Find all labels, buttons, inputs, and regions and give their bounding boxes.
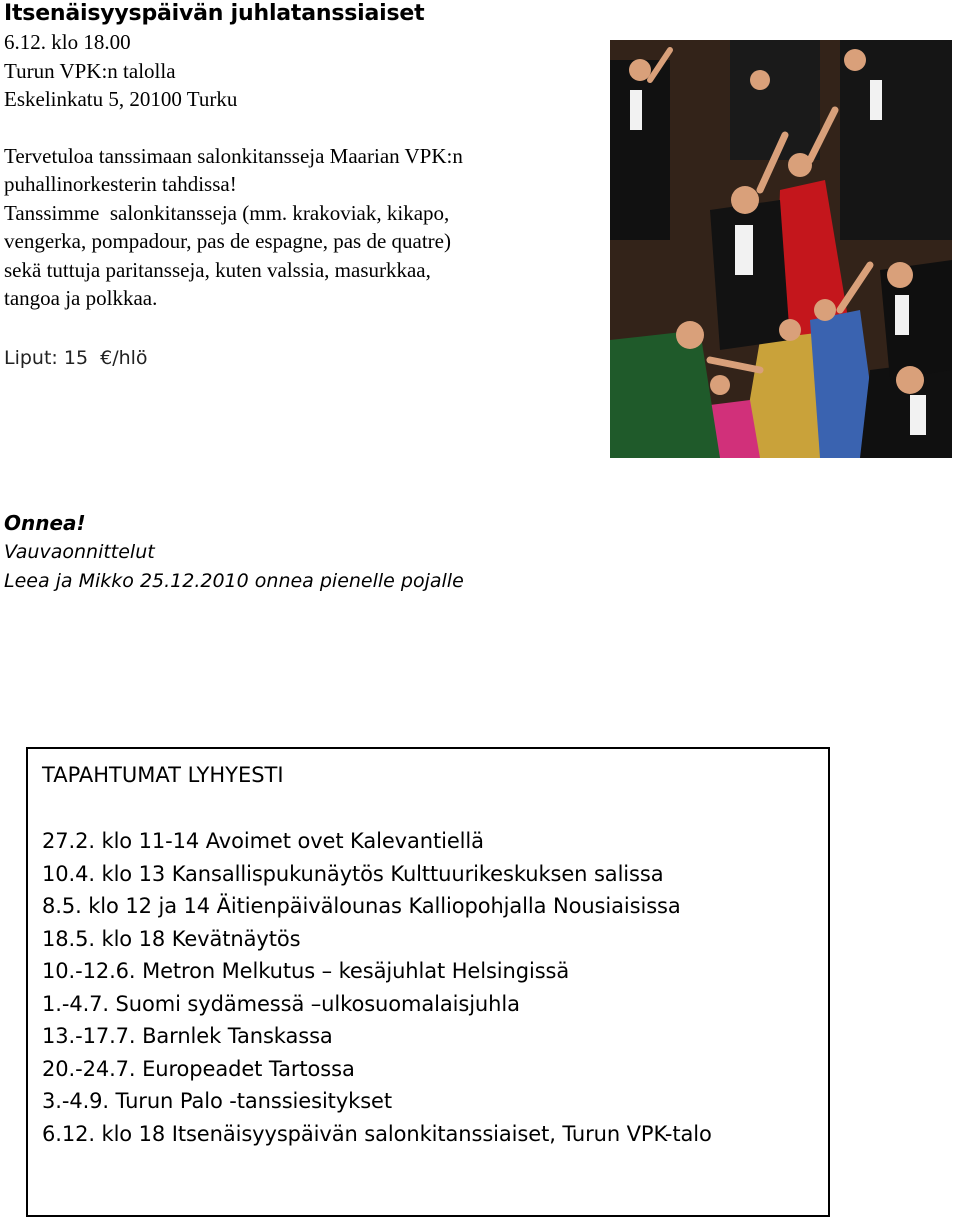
list-item: 10.4. klo 13 Kansallispukunäytös Kulttuurikeskuksen salissa [42, 861, 664, 886]
list-item: 27.2. klo 11-14 Avoimet ovet Kalevantiellä [42, 829, 484, 853]
list-item: 20.-24.7. Europeadet Tartossa [42, 1056, 355, 1081]
event-date: 6.12. klo 18.00 [4, 30, 131, 54]
event-info [4, 0, 604, 313]
events-heading: TAPAHTUMAT LYHYESTI [42, 763, 284, 787]
event-description-line: sekä tuttuja paritansseja, kuten valssia, masurkkaa, [4, 257, 431, 282]
event-venue: Turun VPK:n talolla [4, 58, 176, 83]
list-item: 8.5. klo 12 ja 14 Äitienpäivälounas Kalliopohjalla Nousiaisissa [42, 894, 681, 918]
congratulations [4, 508, 464, 596]
list-item: 10.-12.6. Metron Melkutus – kesäjuhlat Helsingissä [42, 959, 570, 983]
dancers-photo [610, 40, 952, 458]
events-box [26, 747, 830, 1217]
congrats-heading: Onnea! [4, 511, 86, 535]
events-list [42, 825, 712, 1150]
list-item: 3.-4.9. Turun Palo -tanssiesitykset [42, 1089, 393, 1113]
event-description-line: vengerka, pompadour, pas de espagne, pas de quatre) [4, 229, 451, 253]
spacer [4, 114, 604, 142]
list-item: 1.-4.7. Suomi sydämessä –ulkosuomalaisjuhla [42, 991, 520, 1016]
event-description-line: Tanssimme salonkitansseja (mm. krakoviak, kikapo, [4, 200, 450, 225]
event-title: Itsenäisyyspäivän juhlatanssiaiset [4, 1, 425, 26]
congrats-line: Leea ja Mikko 25.12.2010 onnea pienelle pojalle [4, 570, 464, 592]
list-item: 13.-17.7. Barnlek Tanskassa [42, 1024, 333, 1048]
list-item: 6.12. klo 18 Itsenäisyyspäivän salonkitanssiaiset, Turun VPK-talo [42, 1121, 712, 1146]
event-description-line: tangoa ja polkkaa. [4, 286, 158, 310]
dancers-photo-icon [610, 40, 952, 458]
event-address: Eskelinkatu 5, 20100 Turku [4, 87, 238, 111]
event-description-line: puhallinorkesterin tahdissa! [4, 172, 237, 196]
ticket-price: Liput: 15 €/hlö [4, 347, 148, 369]
event-description-line: Tervetuloa tanssimaan salonkitansseja Maarian VPK:n [4, 143, 463, 168]
list-item: 18.5. klo 18 Kevätnäytös [42, 926, 301, 951]
congrats-line: Vauvaonnittelut [4, 541, 155, 563]
